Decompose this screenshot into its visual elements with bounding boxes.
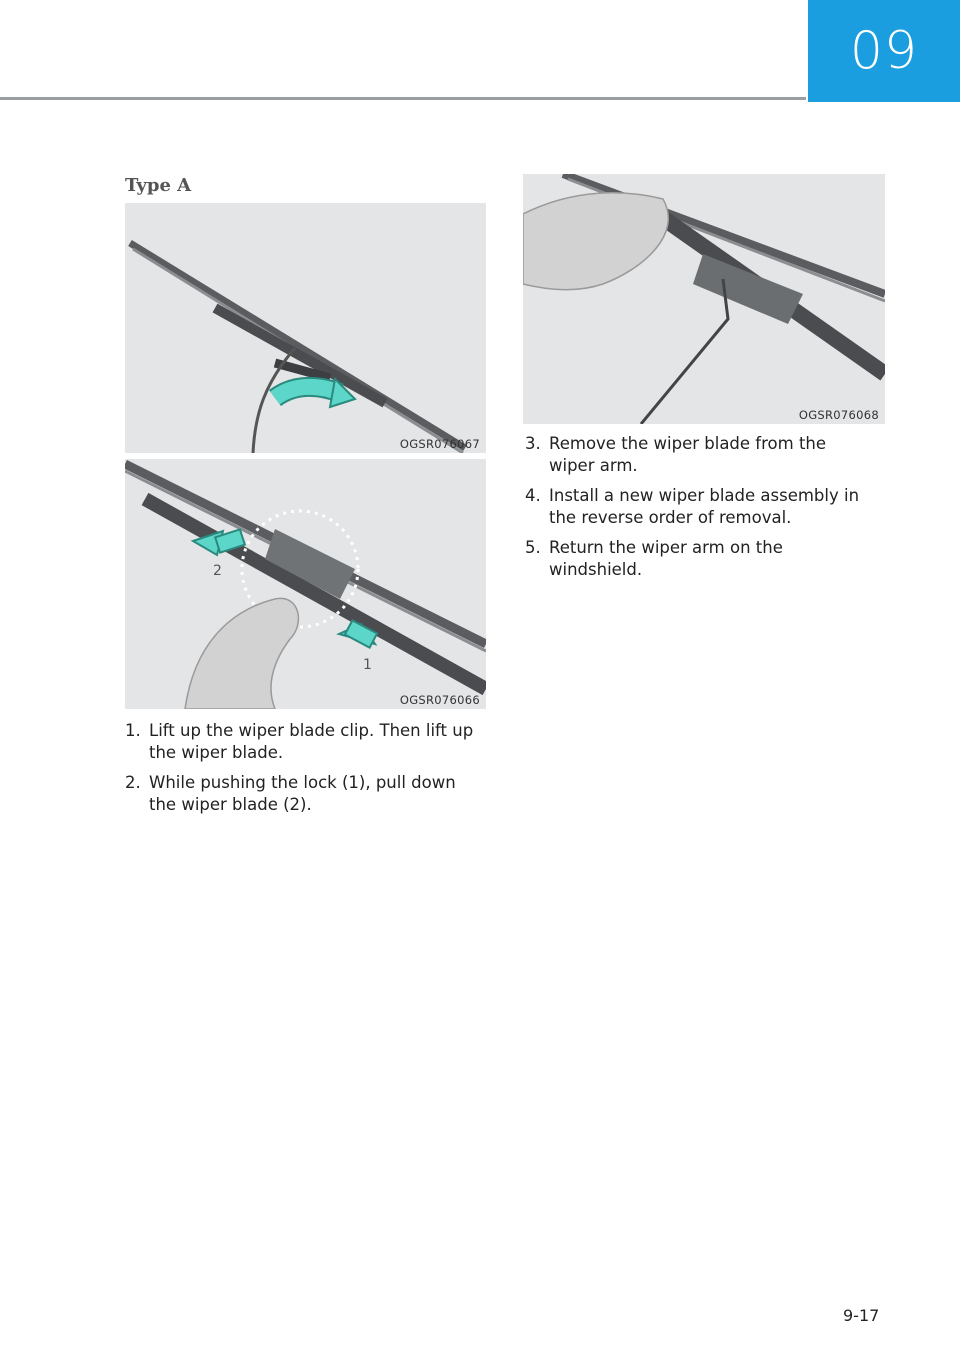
figure-wiper-lock xyxy=(125,459,486,709)
left-step-list xyxy=(125,720,475,824)
step-item xyxy=(525,537,875,581)
figure-wiper-remove xyxy=(523,174,885,424)
chapter-tab: 09 xyxy=(808,0,960,102)
step-item xyxy=(525,433,875,477)
right-step-list xyxy=(525,433,875,589)
callout-1: 1 xyxy=(363,657,372,673)
step-item xyxy=(125,772,475,816)
figure-code: OGSR076066 xyxy=(399,693,480,707)
step-text: Remove the wiper blade from the wiper arm. xyxy=(549,434,827,475)
figure-code: OGSR076067 xyxy=(399,437,480,451)
page-number: 9-17 xyxy=(843,1306,880,1325)
step-number: 2. xyxy=(125,773,141,792)
step-number: 5. xyxy=(525,538,541,557)
step-text: Return the wiper arm on the windshield. xyxy=(549,538,783,579)
step-item xyxy=(525,485,875,529)
step-number: 3. xyxy=(525,434,541,453)
step-item xyxy=(125,720,475,764)
step-text: Install a new wiper blade assembly in the reverse order of removal. xyxy=(549,486,860,527)
step-number: 4. xyxy=(525,486,541,505)
figure-code: OGSR076068 xyxy=(798,408,879,422)
step-text: While pushing the lock (1), pull down the wiper blade (2). xyxy=(149,773,456,814)
callout-2: 2 xyxy=(213,563,222,579)
header-rule xyxy=(0,97,806,100)
figure-wiper-lift xyxy=(125,203,486,453)
step-number: 1. xyxy=(125,721,141,740)
section-label: Type A xyxy=(125,175,192,196)
wiper-lock-illustration xyxy=(125,459,486,709)
wiper-remove-illustration xyxy=(523,174,885,424)
wiper-lift-illustration xyxy=(125,203,486,453)
step-text: Lift up the wiper blade clip. Then lift up the wiper blade. xyxy=(149,721,474,762)
